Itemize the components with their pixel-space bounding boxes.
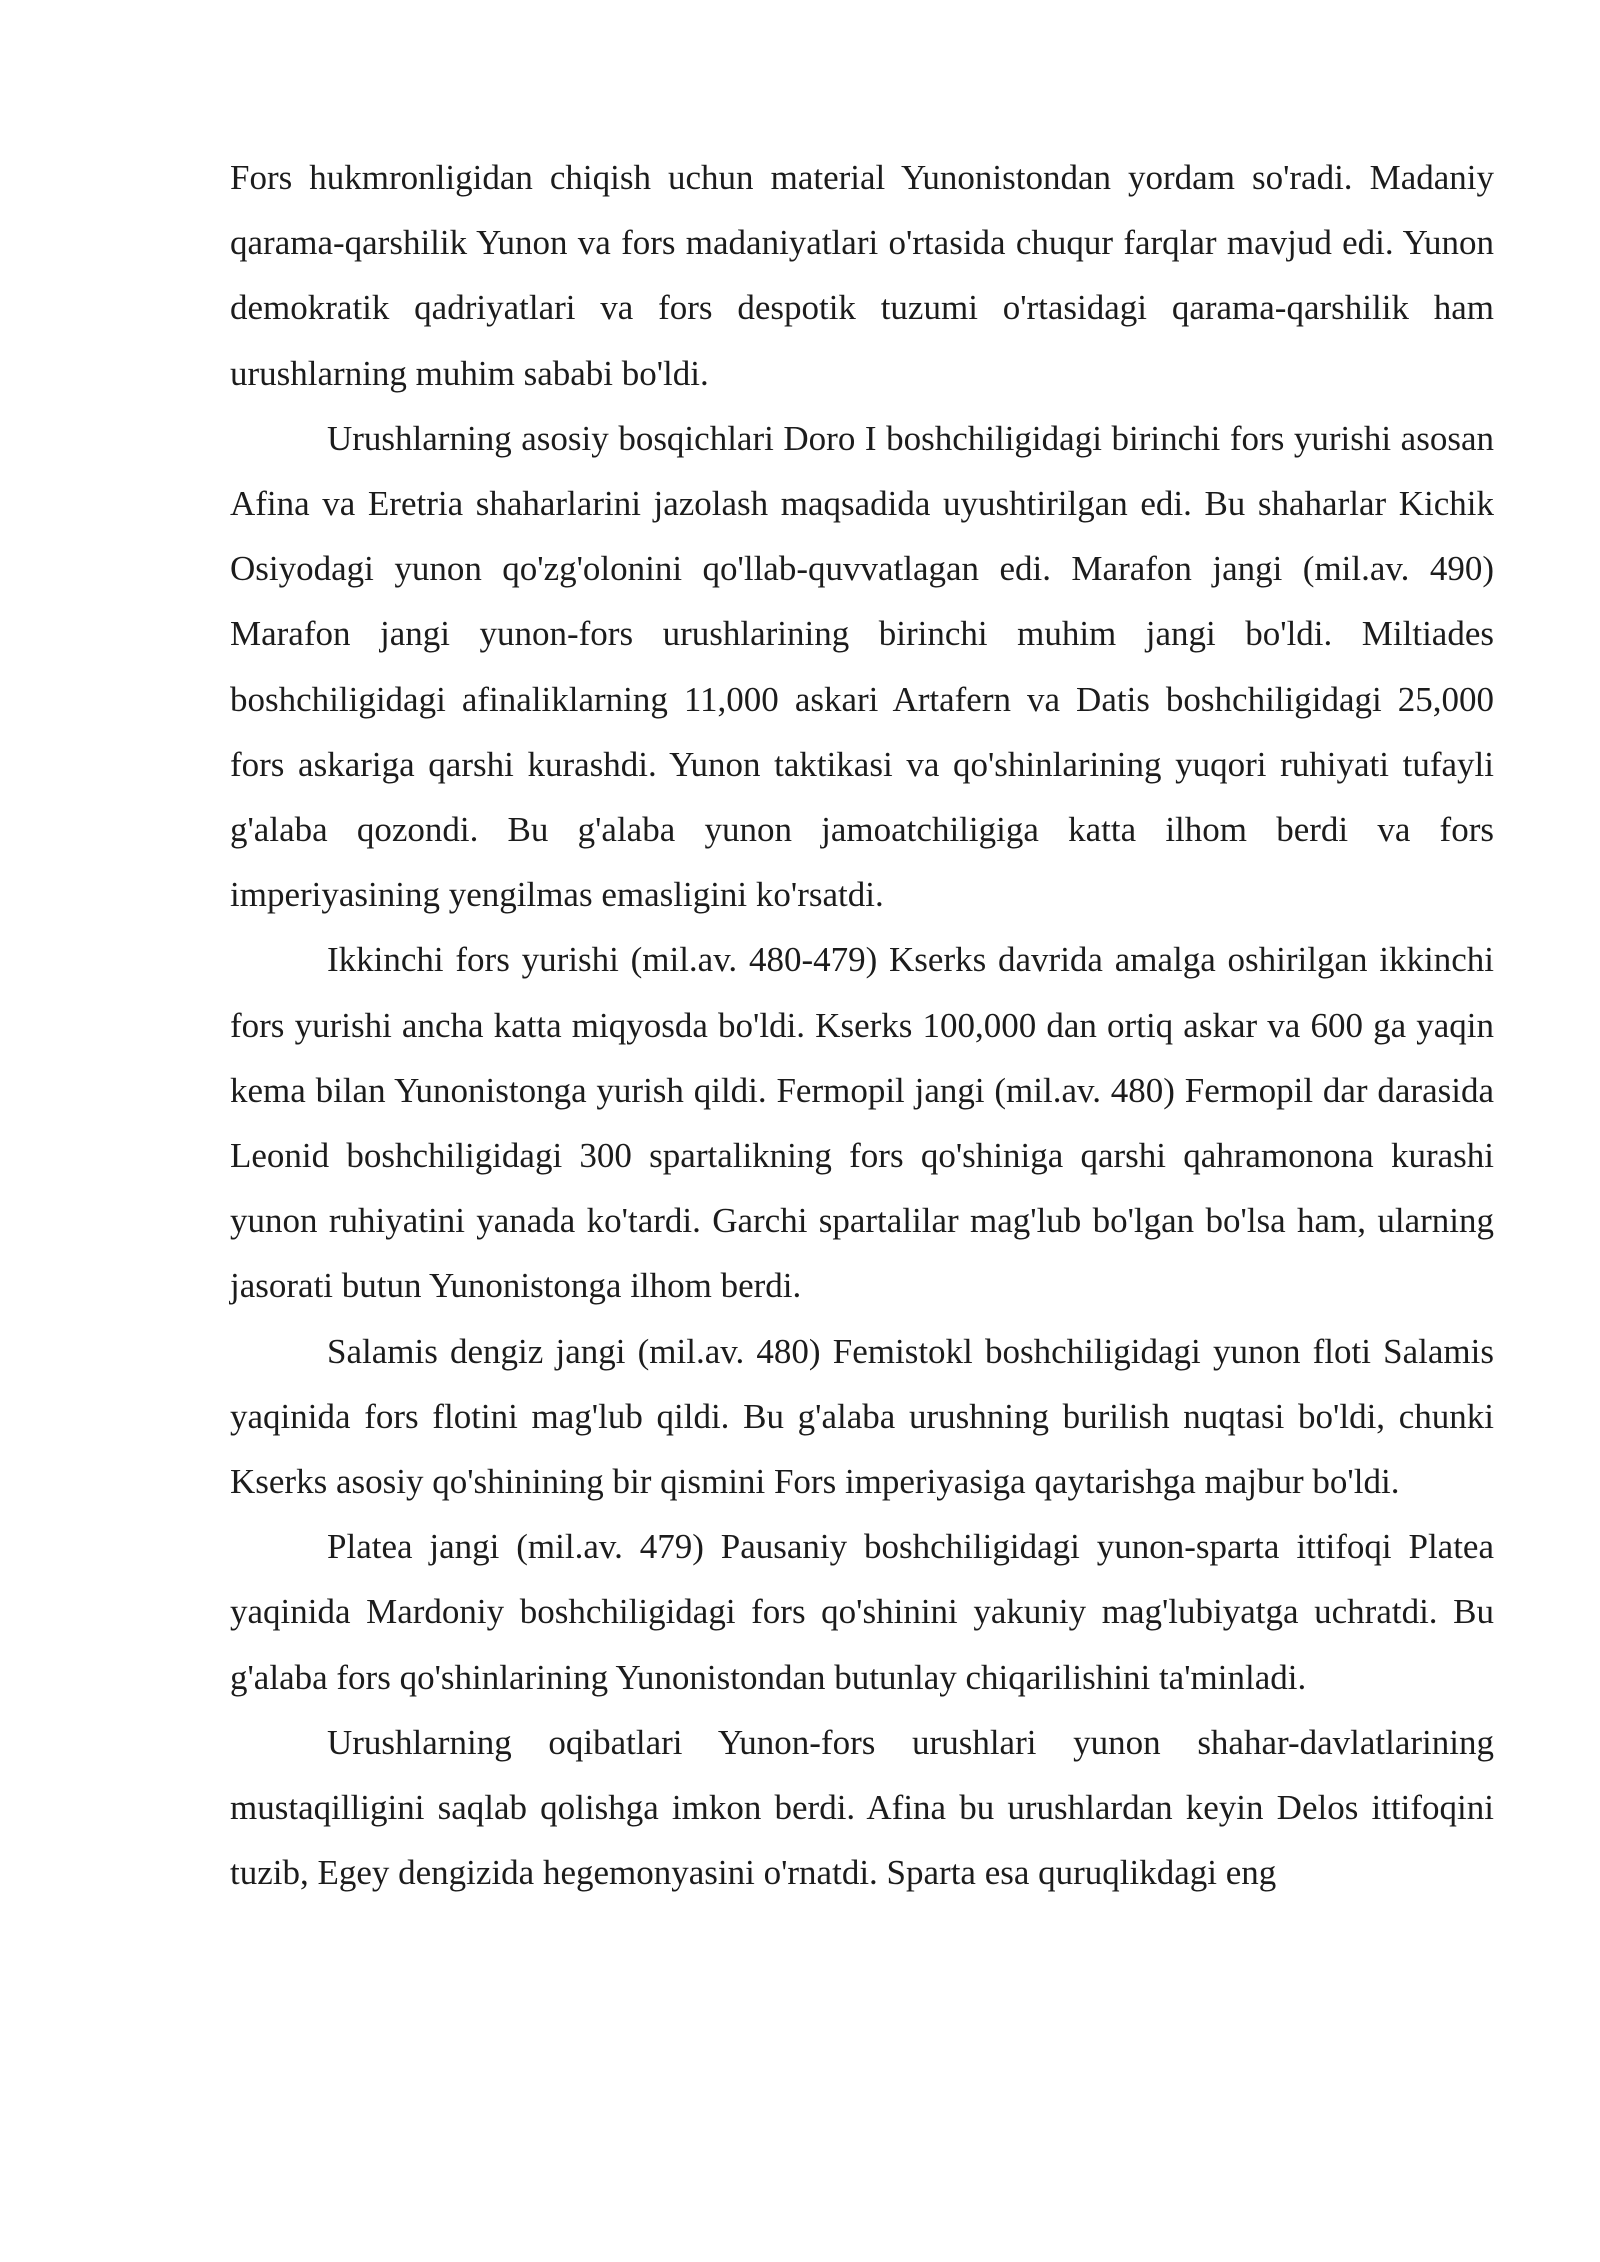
paragraph-war-consequences: Urushlarning oqibatlari Yunon-fors urushlari yunon shahar-davlatlarining mustaqilligini saqlab qolishga imkon berdi. Afina bu urushlardan keyin Delos ittifoqini tuzib, Egey dengizida hegemonyasini o'rnatdi. Sparta esa quruqlikdagi eng <box>230 1722 1494 1893</box>
paragraph-plataea-battle: Platea jangi (mil.av. 479) Pausaniy boshchiligidagi yunon-sparta ittifoqi Platea yaqinida Mardoniy boshchiligidagi fors qo'shinini yakuniy mag'lubiyatga uchratdi. Bu g'alaba fors qo'shinlarining Yunonistondan butunlay chiqarilishini ta'minladi. <box>230 1527 1494 1697</box>
document-body <box>230 145 1494 1905</box>
paragraph-marathon-battle: Urushlarning asosiy bosqichlari Doro I boshchiligidagi birinchi fors yurishi asosan Afina va Eretria shaharlarini jazolash maqsadida uyushtirilgan edi. Bu shaharlar Kichik Osiyodagi yunon qo'zg'olonini qo'llab-quvvatlagan edi. Marafon jangi (mil.av. 490) Marafon jangi yunon-fors urushlarining birinchi muhim jangi bo'ldi. Miltiades boshchiligidagi afinaliklarning 11,000 askari Artafern va Datis boshchiligidagi 25,000 fors askariga qarshi kurashdi. Yunon taktikasi va qo'shinlarining yuqori ruhiyati tufayli g'alaba qozondi. Bu g'alaba yunon jamoatchiligiga katta ilhom berdi va fors imperiyasining yengilmas emasligini ko'rsatdi. <box>230 418 1494 915</box>
paragraph-salamis-battle: Salamis dengiz jangi (mil.av. 480) Femistokl boshchiligidagi yunon floti Salamis yaqinida fors flotini mag'lub qildi. Bu g'alaba urushning burilish nuqtasi bo'ldi, chunki Kserks asosiy qo'shinining bir qismini Fors imperiyasiga qaytarishga majbur bo'ldi. <box>230 1331 1494 1502</box>
paragraph-second-campaign-thermopylae: Ikkinchi fors yurishi (mil.av. 480-479) Kserks davrida amalga oshirilgan ikkinchi fors yurishi ancha katta miqyosda bo'ldi. Kserks 100,000 dan ortiq askar va 600 ga yaqin kema bilan Yunonistonga yurish qildi. Fermopil jangi (mil.av. 480) Fermopil dar darasida Leonid boshchiligidagi 300 spartalikning fors qo'shiniga qarshi qahramonona kurashi yunon ruhiyatini yanada ko'tardi. Garchi spartalilar mag'lub bo'lgan bo'lsa ham, ularning jasorati butun Yunonistonga ilhom berdi. <box>230 940 1494 1306</box>
paragraph-persian-rule-and-cultural-conflict: Fors hukmronligidan chiqish uchun material Yunonistondan yordam so'radi. Madaniy qarama-qarshilik Yunon va fors madaniyatlari o'rtasida chuqur farqlar mavjud edi. Yunon demokratik qadriyatlari va fors despotik tuzumi o'rtasidagi qarama-qarshilik ham urushlarning muhim sababi bo'ldi. <box>230 158 1494 393</box>
